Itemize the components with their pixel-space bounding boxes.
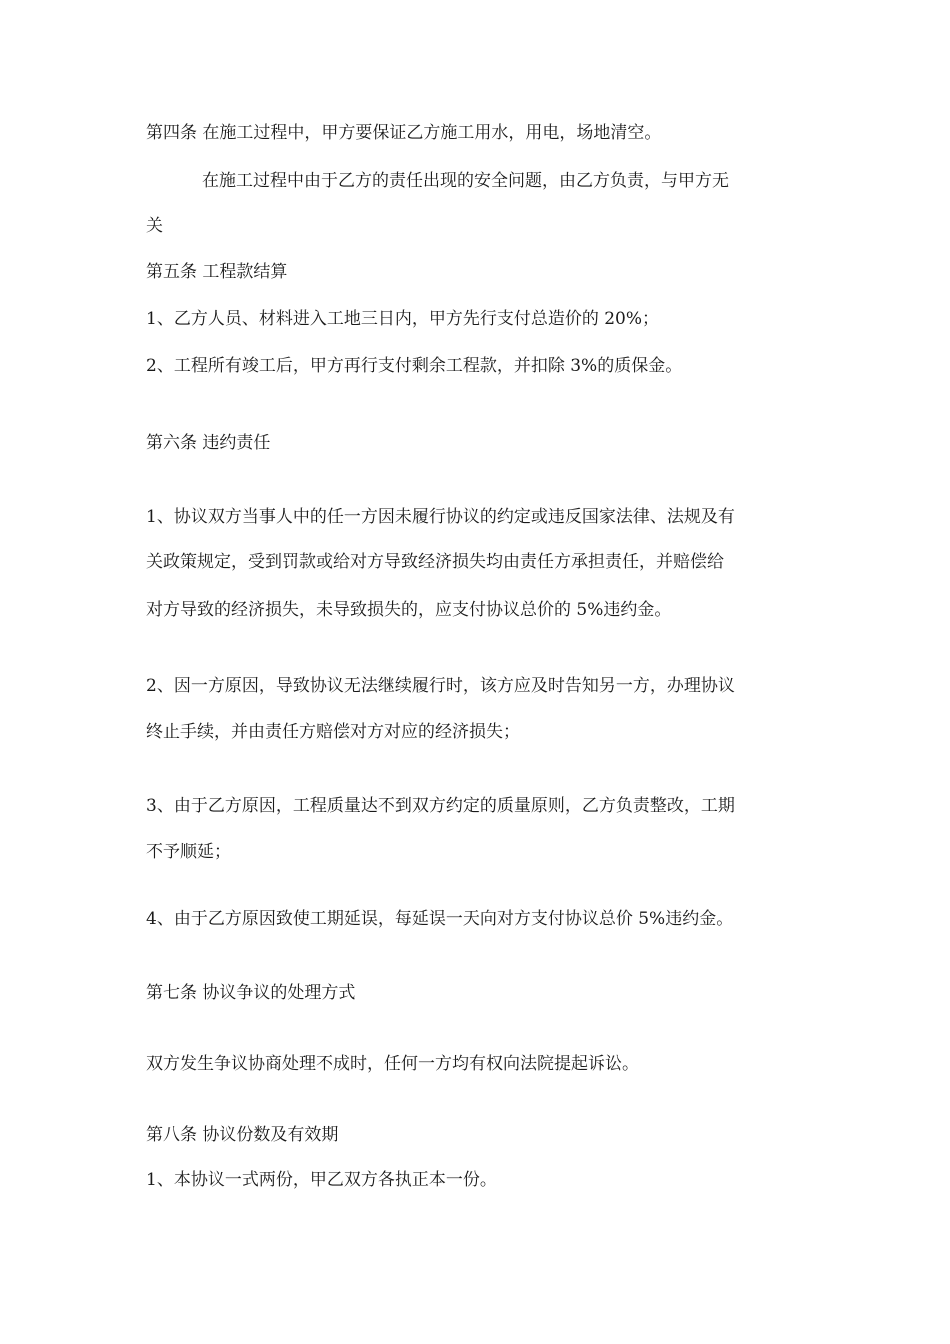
article-5-item-1: 1、乙方人员、材料进入工地三日内，甲方先行支付总造价的 20%；: [146, 309, 660, 329]
article-6-item-2-line-1: 2、因一方原因，导致协议无法继续履行时，该方应及时告知另一方，办理协议: [146, 676, 735, 696]
article-6-item-3-line-2: 不予顺延；: [146, 842, 231, 862]
article-8-heading: 第八条 协议份数及有效期: [146, 1125, 339, 1145]
article-6-item-4: 4、由于乙方原因致使工期延误，每延误一天向对方支付协议总价 5%违约金。: [146, 909, 734, 929]
article-4-paragraph-line-2: 关: [146, 216, 163, 236]
article-6-item-2-line-2: 终止手续，并由责任方赔偿对方对应的经济损失；: [146, 722, 520, 742]
article-6-item-1-line-1: 1、协议双方当事人中的任一方因未履行协议的约定或违反国家法律、法规及有: [146, 507, 735, 527]
article-4-heading: 第四条 在施工过程中，甲方要保证乙方施工用水，用电，场地清空。: [146, 123, 662, 143]
article-7-heading: 第七条 协议争议的处理方式: [146, 983, 356, 1003]
article-4-paragraph-line-1: 在施工过程中由于乙方的责任出现的安全问题，由乙方负责，与甲方无: [202, 171, 729, 191]
article-6-heading: 第六条 违约责任: [146, 433, 271, 453]
article-6-item-3-line-1: 3、由于乙方原因，工程质量达不到双方约定的质量原则，乙方负责整改，工期: [146, 796, 735, 816]
article-5-item-2: 2、工程所有竣工后，甲方再行支付剩余工程款，并扣除 3%的质保金。: [146, 356, 683, 376]
article-6-item-1-line-2: 关政策规定，受到罚款或给对方导致经济损失均由责任方承担责任，并赔偿给: [146, 552, 724, 572]
article-8-item-1: 1、本协议一式两份，甲乙双方各执正本一份。: [146, 1170, 497, 1190]
article-7-paragraph: 双方发生争议协商处理不成时，任何一方均有权向法院提起诉讼。: [146, 1054, 639, 1074]
article-6-item-1-line-3: 对方导致的经济损失，未导致损失的，应支付协议总价的 5%违约金。: [146, 600, 672, 620]
article-5-heading: 第五条 工程款结算: [146, 262, 288, 282]
